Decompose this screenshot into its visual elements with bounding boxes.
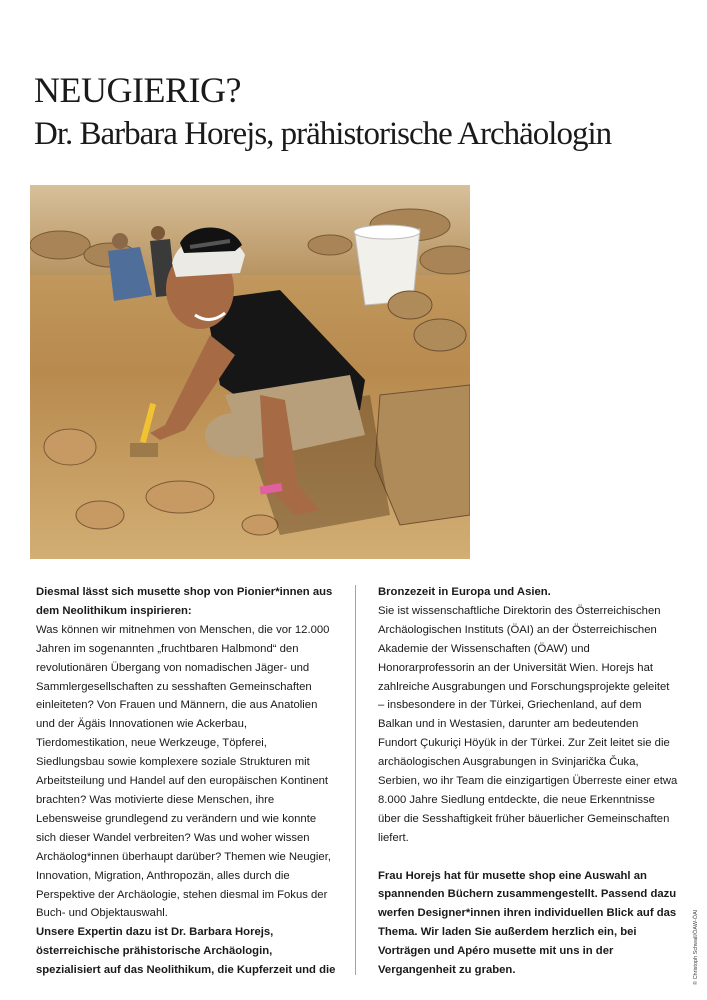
expert-paragraph: Unsere Expertin dazu ist Dr. Barbara Horejs, österreichische prähistorische Archäologin, spezialisiert auf das Neolithikum, die Kupferzeit und die	[36, 926, 336, 977]
right-column	[378, 583, 678, 980]
left-column	[36, 583, 336, 980]
headline-line-2: Dr. Barbara Horejs, prähistorische Archäologin	[34, 116, 612, 152]
intro-body: Was können wir mitnehmen von Menschen, die vor 12.000 Jahren im sogenannten „fruchtbaren Halbmond“ den revolutionären Übergang von nomadischen Jäger- und Sammlergesellschaften zu sesshaften Gemeinschaften einleiteten? Von Frauen und Männern, die aus Anatolien und der Ägäis Innovationen wie Ackerbau, Tierdomestikation, neue Werkzeuge, Töpferei, Siedlungsbau sowie komplexere soziale Strukturen mit Arbeitsteilung und Handel auf den europäischen Kontinent brachten? Was motivierte diese Menschen, ihre Lebensweise grundlegend zu verändern und wie konnte sich dieser Wandel verbreiten? Was und woher wissen Archäolog*innen überhaupt darüber? Themen wie Neugier, Innovation, Migration, Anthropozän, alles durch die Perspektive der Archäologie, stehen diesmal im Fokus der Buch- und Objektauswahl.	[36, 623, 331, 920]
photo-credit: © Christoph Schwall/ÖAW-ÖAI	[693, 909, 699, 985]
column-divider	[355, 585, 356, 975]
lead-paragraph: Diesmal lässt sich musette shop von Pionier*innen aus dem Neolithikum inspirieren:	[36, 586, 333, 617]
expert-continuation: Bronzezeit in Europa und Asien.	[378, 586, 551, 598]
excavation-photo	[30, 185, 470, 559]
headline-line-1: NEUGIERIG?	[34, 70, 241, 110]
bio-body: Sie ist wissenschaftliche Direktorin des Österreichischen Archäologischen Instituts (ÖAI) an der Österreichischen Akademie der Wissenschaften (ÖAW) und Honorarprofessorin an der Universität Wien. Horejs hat zahlreiche Ausgrabungen und Forschungsprojekte geleitet – insbesondere in der Türkei, Griechenland, auf dem Balkan und in Westasien, darunter am bedeutenden Fundort Çukuriçi Höyük in der Türkei. Zur Zeit leitet sie die archäologischen Ausgrabungen in Svinjarička Čuka, Serbien, wo ihr Team die einzigartigen Überreste einer etwa 8.000 Jahre Siedlung entdeckte, die neue Erkenntnisse über die Sesshaftigkeit früher bäuerlicher Gemeinschaften liefert.	[378, 604, 678, 844]
closing-paragraph: Frau Horejs hat für musette shop eine Auswahl an spannenden Büchern zusammengestellt. Passend dazu werfen Designer*innen ihren individuellen Blick auf das Thema. Wir laden Sie außerdem herzlich ein, bei Vorträgen und Apéro musette mit uns in der Vergangenheit zu graben.	[378, 869, 677, 977]
